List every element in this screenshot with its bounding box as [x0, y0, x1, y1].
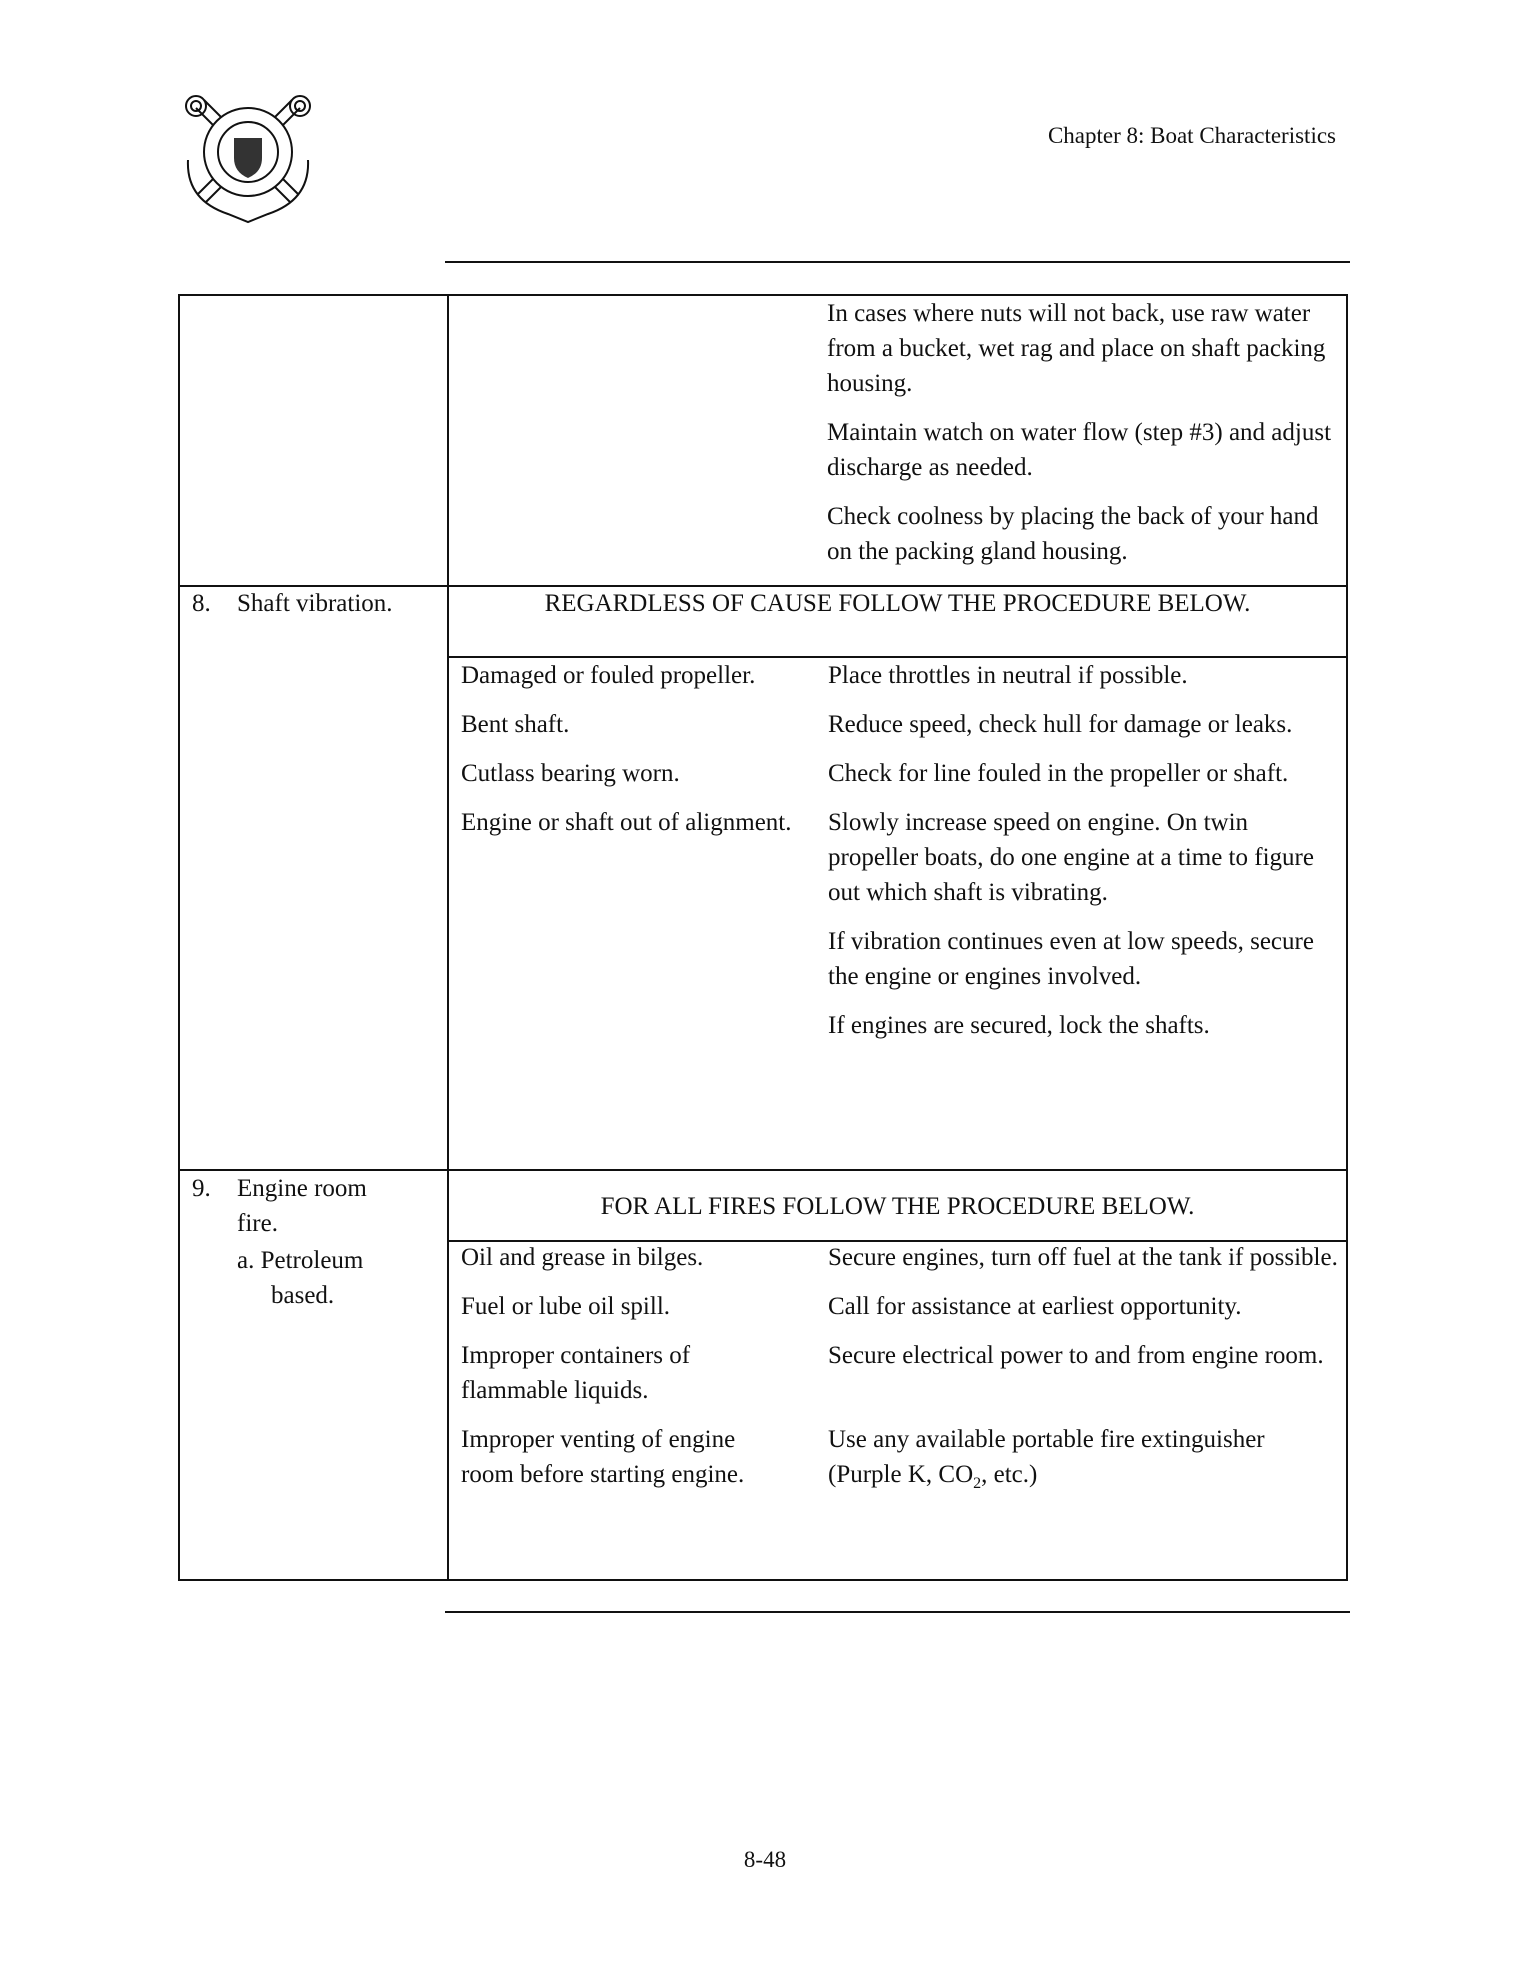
action-text: Slowly increase speed on engine. On twin propeller boats, do one engine at a time to figure out which shaft is vibrating. — [828, 809, 1314, 906]
action-text: Secure electrical power to and from engine room. — [828, 1342, 1324, 1369]
action-text: Call for assistance at earliest opportunity. — [828, 1293, 1242, 1320]
cause-text — [461, 924, 828, 994]
cause-text: Improper venting of engine room before starting engine. — [461, 1426, 745, 1488]
problem-label: Shaft vibration. — [237, 590, 393, 617]
action-text: Secure engines, turn off fuel at the tank if possible. — [828, 1244, 1338, 1271]
subscript: 2 — [973, 1475, 982, 1492]
cause-text: Oil and grease in bilges. — [461, 1244, 704, 1271]
action-text: If vibration continues even at low speeds, secure the engine or engines involved. — [828, 928, 1314, 990]
cause-text: Damaged or fouled propeller. — [461, 662, 756, 689]
cause-action-list — [461, 1240, 1338, 1492]
problem-number: 8. — [192, 590, 211, 617]
footer-rule — [445, 1611, 1350, 1613]
action-text: Maintain watch on water flow (step #3) and adjust discharge as needed. — [827, 419, 1332, 481]
action-text: If engines are secured, lock the shafts. — [828, 1012, 1210, 1039]
cause-text — [461, 1008, 828, 1043]
cause-action-list — [461, 658, 1334, 1043]
troubleshooting-table — [178, 294, 1348, 1581]
action-text: In cases where nuts will not back, use raw water from a bucket, wet rag and place on shaft packing housing. — [827, 300, 1326, 397]
action-text-part: Use any available portable fire extinguisher (Purple K, CO — [828, 1426, 1265, 1488]
coast-guard-seal-logo — [178, 90, 318, 224]
continued-actions — [827, 296, 1337, 583]
problem-8 — [192, 586, 393, 621]
column-divider — [447, 296, 449, 1579]
action-text: Place throttles in neutral if possible. — [828, 662, 1188, 689]
cause-text: Fuel or lube oil spill. — [461, 1293, 671, 1320]
problem-subtype: a. Petroleum based. — [237, 1247, 364, 1309]
cause-text: Engine or shaft out of alignment. — [461, 809, 792, 836]
action-text — [828, 1422, 1338, 1492]
problem-number: 9. — [192, 1175, 211, 1202]
cause-text: Improper containers of flammable liquids. — [461, 1342, 691, 1404]
problem-label: Engine room fire. — [237, 1175, 367, 1237]
action-text: Check coolness by placing the back of your hand on the packing gland housing. — [827, 503, 1319, 565]
procedure-banner: FOR ALL FIRES FOLLOW THE PROCEDURE BELOW. — [600, 1193, 1195, 1220]
chapter-title: Chapter 8: Boat Characteristics — [1047, 123, 1336, 148]
procedure-banner: REGARDLESS OF CAUSE FOLLOW THE PROCEDURE BELOW. — [544, 590, 1251, 617]
action-text-part: , etc.) — [981, 1461, 1038, 1488]
problem-9 — [192, 1171, 432, 1309]
header-rule — [445, 261, 1350, 263]
action-text: Reduce speed, check hull for damage or leaks. — [828, 711, 1293, 738]
action-text: Check for line fouled in the propeller or shaft. — [828, 760, 1289, 787]
cause-text: Cutlass bearing worn. — [461, 760, 680, 787]
cause-text: Bent shaft. — [461, 711, 570, 738]
page-number: 8-48 — [743, 1847, 787, 1872]
